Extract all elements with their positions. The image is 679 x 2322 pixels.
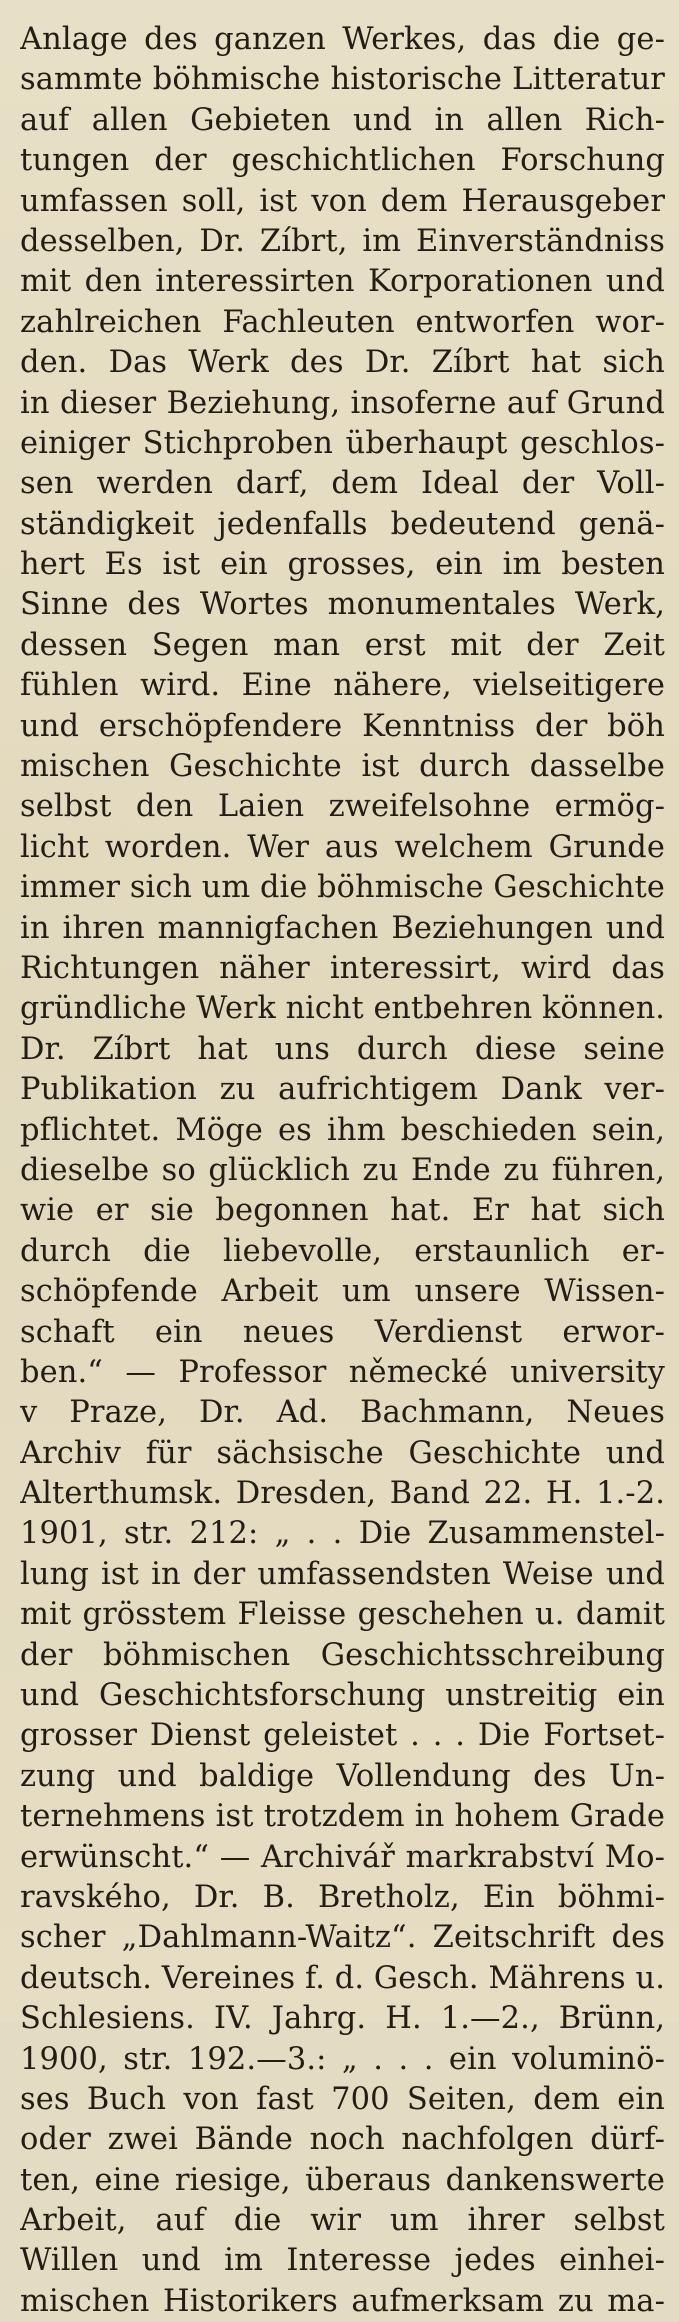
text-line: ravského, Dr. B. Bretholz, Ein böhmi- <box>20 1879 665 1915</box>
text-line: und erschöpfendere Kenntniss der böh <box>20 708 665 744</box>
text-column <box>20 20 665 2322</box>
text-line: selbst den Laien zweifelsohne ermög- <box>20 789 665 825</box>
text-line: immer sich um die böhmische Geschichte <box>20 870 665 906</box>
text-line: Richtungen näher interessirt, wird das <box>20 950 665 986</box>
text-line: mischen Historikers aufmerksam zu ma- <box>20 2283 665 2319</box>
text-line: mischen Geschichte ist durch dasselbe <box>20 749 665 785</box>
text-line: 1901, str. 212: „ . . Die Zusammenstel- <box>20 1516 665 1552</box>
text-line: deutsch. Vereines f. d. Gesch. Mährens u. <box>20 1960 665 1996</box>
text-line: v Praze, Dr. Ad. Bachmann, Neues <box>20 1395 665 1431</box>
text-line: dieselbe so glücklich zu Ende zu führen, <box>20 1152 665 1188</box>
text-line: umfassen soll, ist von dem Herausgeber <box>20 183 665 219</box>
text-line: Anlage des ganzen Werkes, das die ge- <box>20 22 665 57</box>
text-line: sen werden darf, dem Ideal der Voll- <box>20 466 665 502</box>
text-line: ses Buch von fast 700 Seiten, dem ein <box>20 2081 665 2117</box>
text-line: ten, eine riesige, überaus dankenswerte <box>20 2162 665 2198</box>
text-line: Dr. Zíbrt hat uns durch diese seine <box>20 1031 665 1067</box>
text-line: Archiv für sächsische Geschichte und <box>20 1435 665 1471</box>
text-line: pflichtet. Möge es ihm beschieden sein, <box>20 1112 665 1148</box>
text-line: in ihren mannigfachen Beziehungen und <box>20 910 665 946</box>
text-line: licht worden. Wer aus welchem Grunde <box>20 829 665 865</box>
text-line: ben.“ — Professor německé university <box>20 1354 665 1390</box>
text-line: sammte böhmische historische Litteratur <box>20 62 665 98</box>
text-line: Schlesiens. IV. Jahrg. H. 1.—2., Brünn, <box>20 2001 665 2037</box>
text-line: ternehmens ist trotzdem in hohem Grade <box>20 1799 665 1835</box>
text-line: Publikation zu aufrichtigem Dank ver- <box>20 1072 665 1108</box>
text-line: gründliche Werk nicht entbehren können. <box>20 991 665 1027</box>
text-line: mit den interessirten Korporationen und <box>20 264 665 300</box>
text-line: tungen der geschichtlichen Forschung <box>20 143 665 179</box>
text-line: durch die liebevolle, erstaunlich er- <box>20 1233 665 1269</box>
text-line: lung ist in der umfassendsten Weise und <box>20 1556 665 1592</box>
text-line: erwünscht.“ — Archivář markrabství Mo- <box>20 1839 665 1875</box>
text-line: mit grösstem Fleisse geschehen u. damit <box>20 1597 665 1633</box>
text-line: desselben, Dr. Zíbrt, im Einverständniss <box>20 223 665 259</box>
text-line: den. Das Werk des Dr. Zíbrt hat sich <box>20 345 665 381</box>
text-line: zung und baldige Vollendung des Un- <box>20 1758 665 1794</box>
text-line: grosser Dienst geleistet . . . Die Fortset- <box>20 1718 665 1754</box>
text-line: ständigkeit jedenfalls bedeutend genä- <box>20 506 665 542</box>
text-line: schaft ein neues Verdienst erwor- <box>20 1314 665 1350</box>
text-line: auf allen Gebieten und in allen Rich- <box>20 102 665 138</box>
text-line: scher „Dahlmann-Waitz“. Zeitschrift des <box>20 1920 665 1956</box>
text-line: einiger Stichproben überhaupt geschlos- <box>20 425 665 461</box>
text-line: dessen Segen man erst mit der Zeit <box>20 627 665 663</box>
text-line: hert Es ist ein grosses, ein im besten <box>20 547 665 583</box>
text-line: fühlen wird. Eine nähere, vielseitigere <box>20 668 665 704</box>
text-line: der böhmischen Geschichtsschreibung <box>20 1637 665 1673</box>
text-line: Sinne des Wortes monumentales Werk, <box>20 587 665 623</box>
text-line: zahlreichen Fachleuten entworfen wor- <box>20 304 665 340</box>
text-line: Alterthumsk. Dresden, Band 22. H. 1.-2. <box>20 1476 665 1512</box>
text-line: wie er sie begonnen hat. Er hat sich <box>20 1193 665 1229</box>
text-line: schöpfende Arbeit um unsere Wissen- <box>20 1274 665 1310</box>
text-line: Arbeit, auf die wir um ihrer selbst <box>20 2203 665 2239</box>
text-line: und Geschichtsforschung unstreitig ein <box>20 1678 665 1714</box>
text-line: oder zwei Bände noch nachfolgen dürf- <box>20 2122 665 2158</box>
text-line: 1900, str. 192.—3.: „ . . . ein voluminö- <box>20 2041 665 2077</box>
text-line: Willen und im Interesse jedes einhei- <box>20 2243 665 2279</box>
text-line: in dieser Beziehung, insoferne auf Grund <box>20 385 665 421</box>
